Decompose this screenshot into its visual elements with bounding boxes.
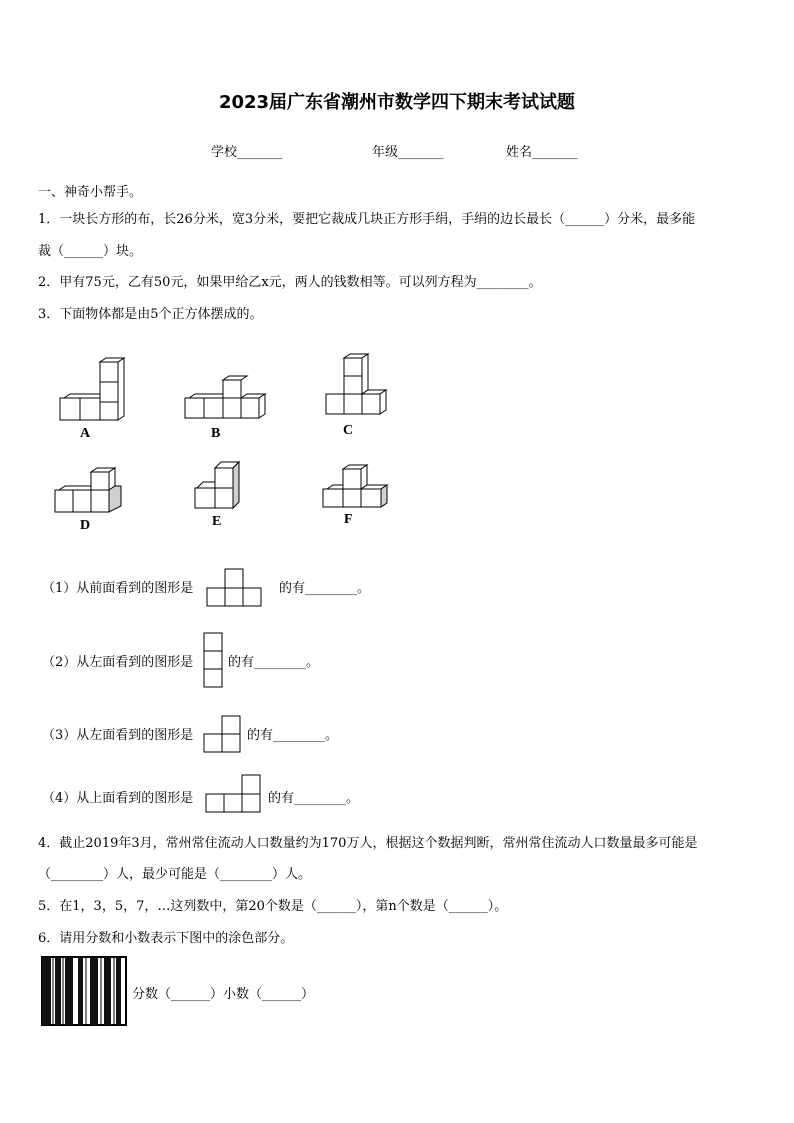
figure-d-label: D bbox=[80, 518, 91, 533]
grade-field[interactable]: 年级_______ bbox=[372, 145, 444, 160]
figure-c-label: C bbox=[343, 423, 354, 438]
question-6-answer[interactable]: 分数（______）小数（______） bbox=[132, 987, 315, 1002]
subquestion-1-answer[interactable]: 的有________。 bbox=[279, 581, 371, 596]
question-4-line-2: （________）人，最少可能是（________）人。 bbox=[38, 867, 312, 882]
subquestion-4-prompt: （4）从上面看到的图形是 bbox=[42, 791, 194, 806]
top-view-shape bbox=[205, 774, 263, 814]
figure-a-label: A bbox=[80, 426, 91, 441]
shaded-stripes-figure bbox=[40, 955, 130, 1028]
page-title: 2023届广东省潮州市数学四下期末考试试题 bbox=[218, 92, 576, 113]
figure-c-cubes bbox=[324, 352, 388, 417]
section-heading: 一、神奇小帮手。 bbox=[38, 185, 143, 200]
figure-f-cubes bbox=[321, 463, 391, 511]
question-6: 6．请用分数和小数表示下图中的涂色部分。 bbox=[38, 931, 294, 946]
figure-e-label: E bbox=[212, 514, 222, 529]
figure-d-cubes bbox=[53, 466, 125, 516]
left-view-shape-2 bbox=[203, 715, 243, 755]
figure-b-cubes bbox=[183, 376, 268, 421]
subquestion-1-prompt: （1）从前面看到的图形是 bbox=[42, 581, 194, 596]
figure-a-cubes bbox=[58, 358, 128, 423]
question-2: 2．甲有75元，乙有50元，如果甲给乙x元，两人的钱数相等。可以列方程为________。 bbox=[38, 275, 542, 290]
subquestion-4-answer[interactable]: 的有________。 bbox=[268, 791, 360, 806]
figure-f-label: F bbox=[344, 512, 353, 527]
subquestion-2-answer[interactable]: 的有________。 bbox=[228, 655, 320, 670]
question-5: 5．在1，3，5，7，…这列数中，第20个数是（______），第n个数是（______）。 bbox=[38, 899, 508, 914]
question-4-line-1: 4．截止2019年3月，常州常住流动人口数量约为170万人，根据这个数据判断，常州常住流动人口数量最多可能是 bbox=[38, 836, 698, 851]
figure-e-cubes bbox=[193, 460, 245, 515]
name-field[interactable]: 姓名_______ bbox=[506, 145, 578, 160]
subquestion-2-prompt: （2）从左面看到的图形是 bbox=[42, 655, 194, 670]
question-3: 3．下面物体都是由5个正方体摆成的。 bbox=[38, 307, 263, 322]
subquestion-3-prompt: （3）从左面看到的图形是 bbox=[42, 728, 194, 743]
school-field[interactable]: 学校_______ bbox=[211, 145, 283, 160]
question-1-line-1: 1．一块长方形的布，长26分米，宽3分米，要把它裁成几块正方形手绢，手绢的边长最长（______）分米，最多能 bbox=[38, 212, 696, 227]
left-view-shape-1 bbox=[203, 632, 225, 689]
question-1-line-2: 裁（______）块。 bbox=[38, 244, 143, 259]
subquestion-3-answer[interactable]: 的有________。 bbox=[247, 728, 339, 743]
figure-b-label: B bbox=[211, 426, 221, 441]
front-view-shape bbox=[206, 568, 264, 608]
